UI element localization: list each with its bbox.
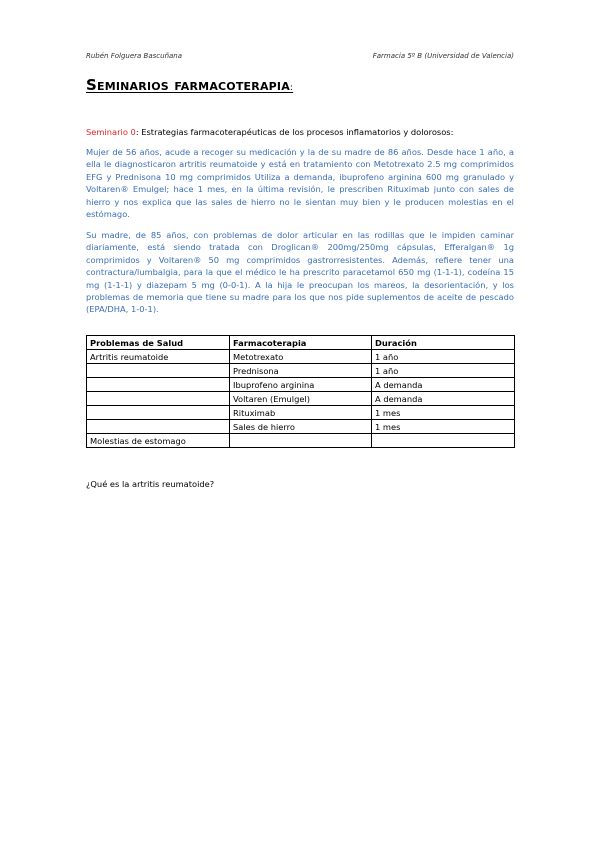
seminar-label: Seminario 0: [86, 127, 136, 137]
page-title: [86, 76, 293, 94]
header-course: Farmacia 5º B (Universidad de Valencia): [372, 52, 514, 60]
table-cell: [87, 406, 230, 420]
table-row: [87, 392, 515, 406]
page-title-text: Seminarios farmacoterapia: [86, 76, 290, 94]
table-cell: [87, 392, 230, 406]
table-cell: 1 mes: [372, 406, 515, 420]
table-header-cell: Farmacoterapia: [230, 336, 372, 350]
table-cell: [87, 420, 230, 434]
page-title-colon: :: [289, 83, 294, 93]
table-row: [87, 420, 515, 434]
table-row: [87, 434, 515, 448]
header-author: Rubén Folguera Bascuñana: [86, 52, 183, 60]
table-cell: [87, 378, 230, 392]
table-row: [87, 350, 515, 364]
table-cell: Metotrexato: [230, 350, 372, 364]
table-cell: 1 mes: [372, 420, 515, 434]
seminar-text: : Estrategias farmacoterapéuticas de los procesos inflamatorios y dolorosos:: [135, 127, 454, 137]
table-cell: [372, 434, 515, 448]
table-cell: Prednisona: [230, 364, 372, 378]
table-cell: [87, 364, 230, 378]
table-cell: Rituximab: [230, 406, 372, 420]
table-cell: [230, 434, 372, 448]
pharmacotherapy-table: [86, 335, 515, 448]
table-cell: 1 año: [372, 364, 515, 378]
case-paragraph-daughter: Mujer de 56 años, acude a recoger su medicación y la de su madre de 86 años. Desde hace 1 año, a ella le diagnosticaron artritis reumatoide y está en tratamiento con Metotrexato 2.5 mg comprimidos EFG y Prednisona 10 mg comprimidos Utiliza a demanda, ibuprofeno arginina 600 mg granulado y Voltaren® Emulgel; hace 1 mes, en la última revisión, le prescriben Rituximab junto con sales de hierro y nos explica que las sales de hierro no le sientan muy bien y le producen molestias en el estómago.: [86, 147, 514, 220]
table-row: [87, 406, 515, 420]
seminar-heading: [86, 127, 453, 137]
table-header-cell: Duración: [372, 336, 515, 350]
table-header-cell: Problemas de Salud: [87, 336, 230, 350]
table-row: [87, 364, 515, 378]
table-header-row: [87, 336, 515, 350]
table-cell: A demanda: [372, 378, 515, 392]
table-cell: Voltaren (Emulgel): [230, 392, 372, 406]
case-paragraph-mother: Su madre, de 85 años, con problemas de dolor articular en las rodillas que le impiden caminar diariamente, está siendo tratada con Droglican® 200mg/250mg cápsulas, Efferalgan® 1g comprimidos y Voltaren® 50 mg comprimidos gastrorresistentes. Además, refiere tener una contractura/lumbalgia, para la que el médico le ha prescrito paracetamol 650 mg (1-1-1), codeína 15 mg (1-1-1) y diazepam 5 mg (0-0-1). A la hija le preocupan los mareos, la desorientación, y los problemas de memoria que tiene su madre para los que nos pide suplementos de aceite de pescado (EPA/DHA, 1-0-1).: [86, 230, 514, 315]
table-row: [87, 378, 515, 392]
table-cell: Molestias de estomago: [87, 434, 230, 448]
question-text: ¿Qué es la artritis reumatoide?: [86, 479, 215, 489]
table-cell: 1 año: [372, 350, 515, 364]
table-cell: Ibuprofeno arginina: [230, 378, 372, 392]
table-cell: A demanda: [372, 392, 515, 406]
table-cell: Sales de hierro: [230, 420, 372, 434]
table-cell: Artritis reumatoide: [87, 350, 230, 364]
